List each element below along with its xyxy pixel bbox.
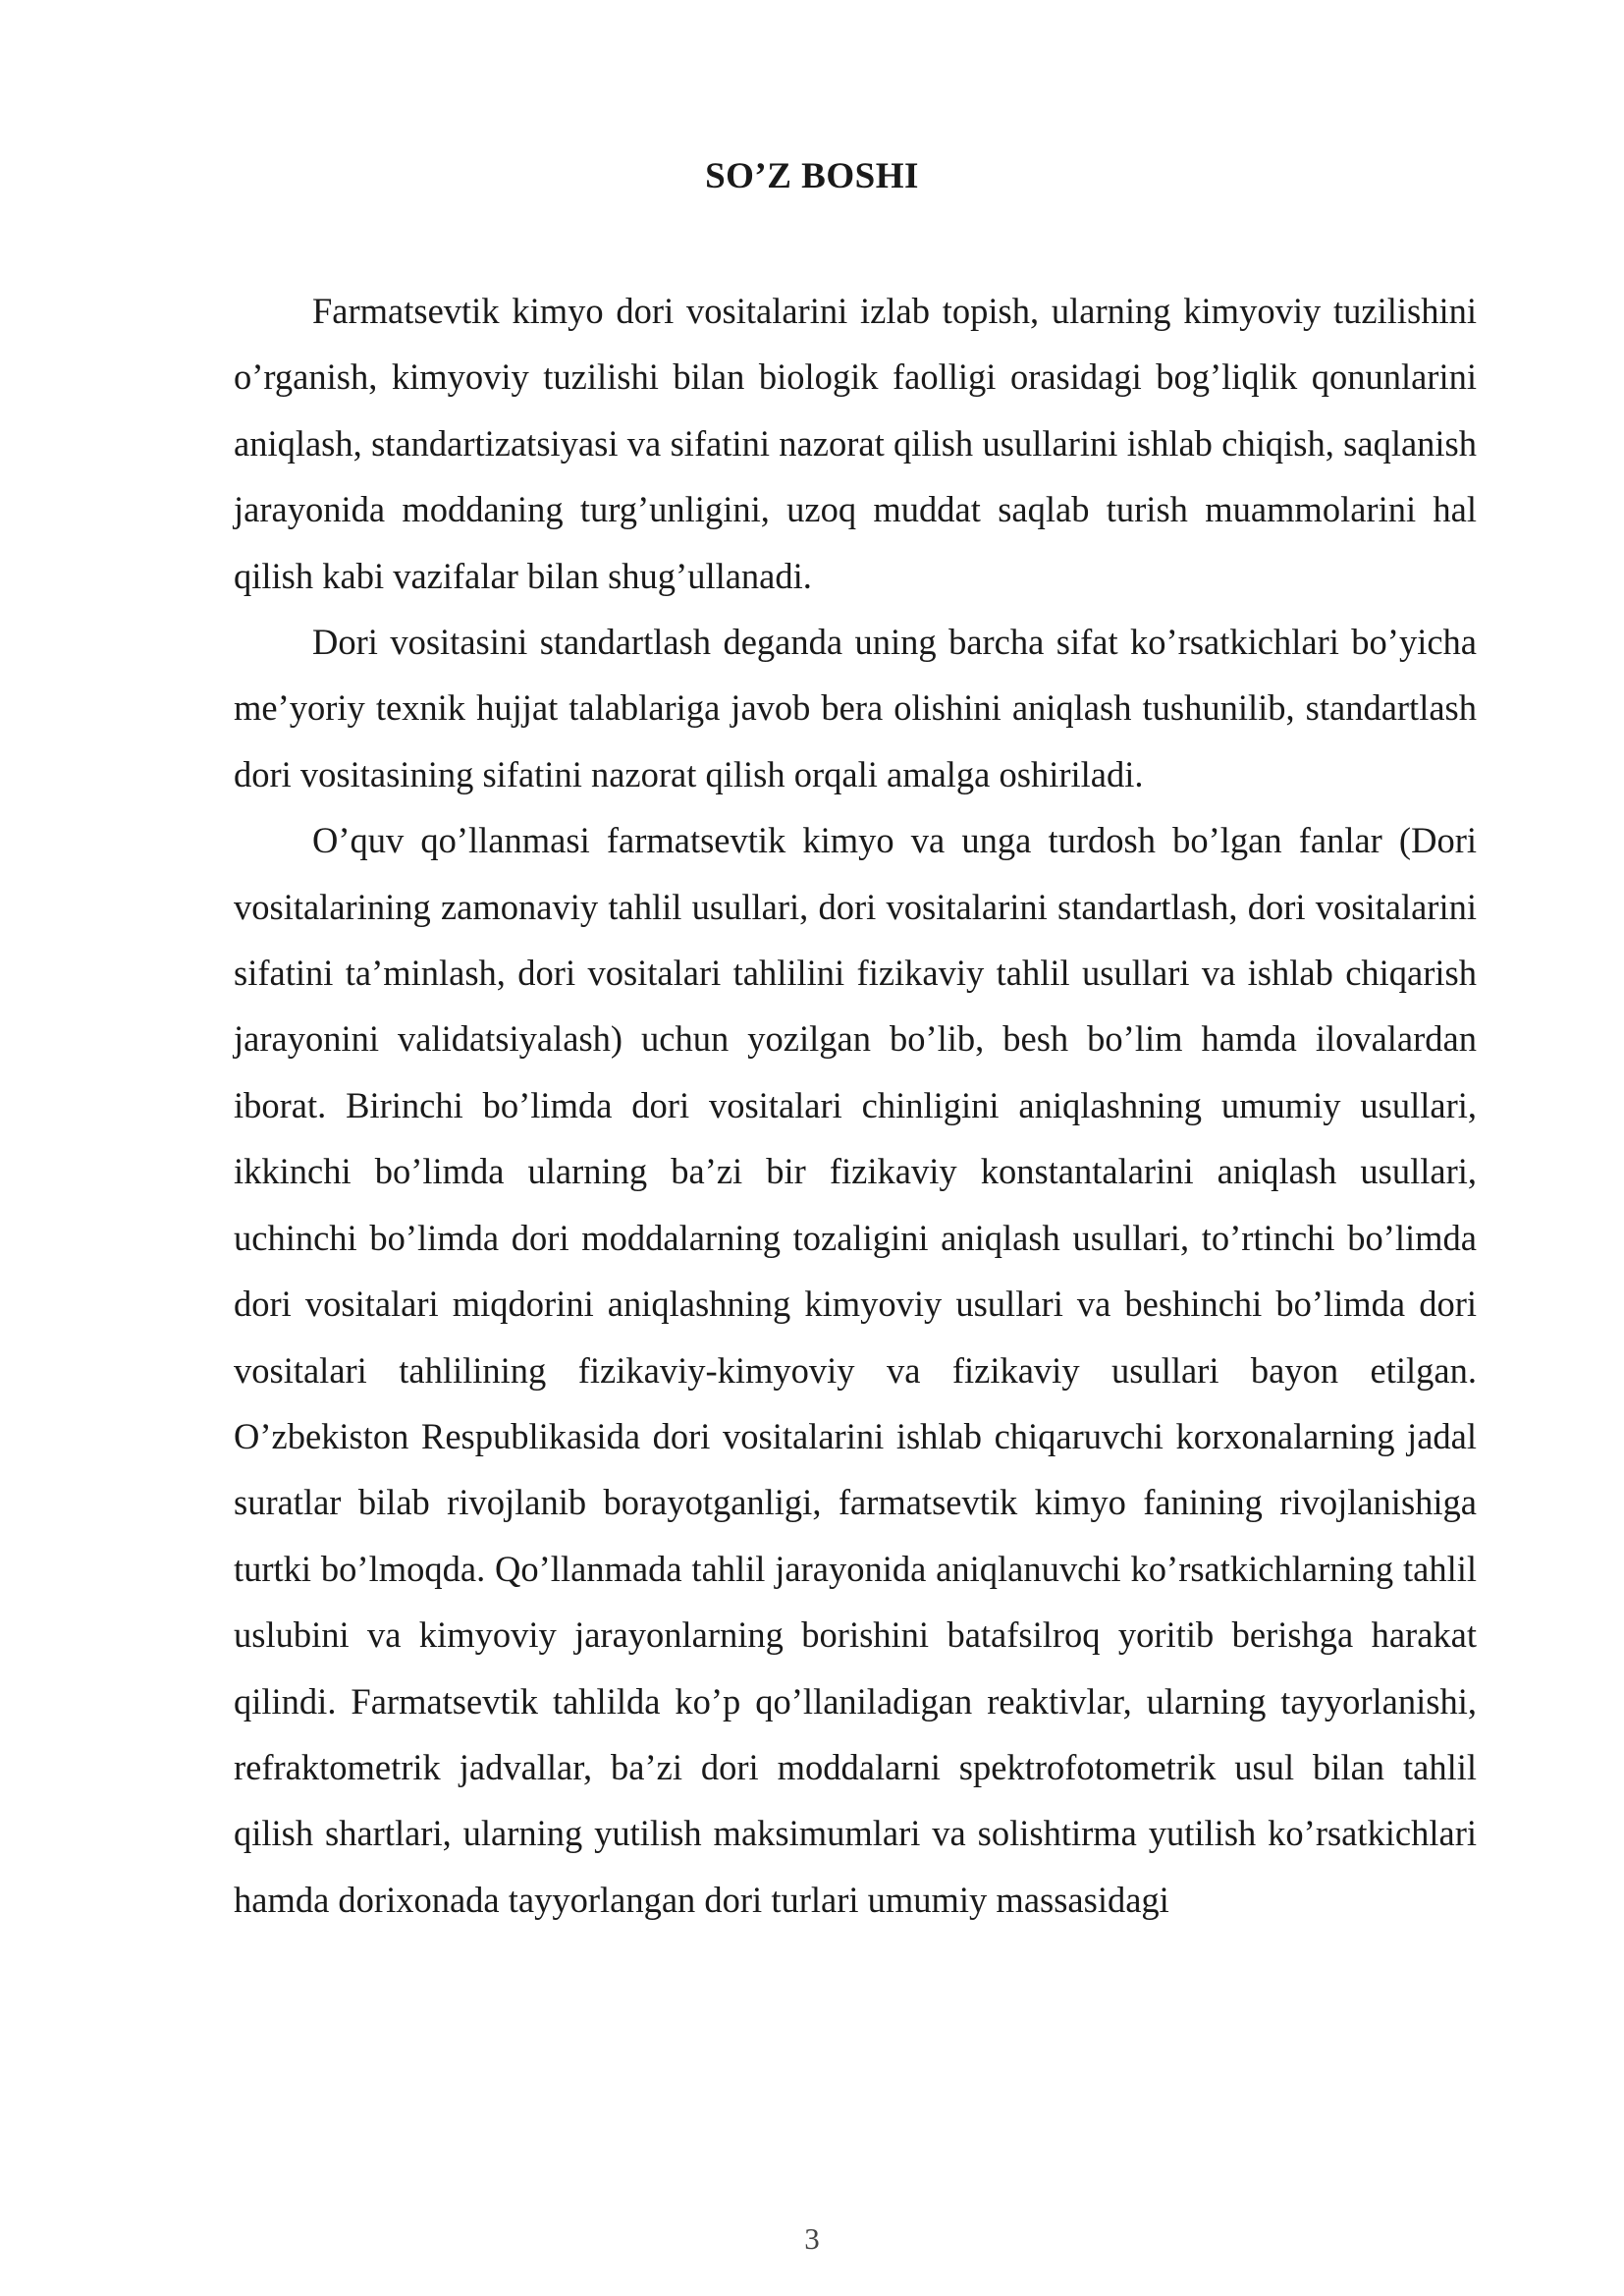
page-number: 3 [804, 2221, 820, 2256]
page-title: SO’Z BOSHI [705, 156, 919, 196]
paragraph-2: Dori vositasini standartlash deganda uning barcha sifat ko’rsatkichlari bo’yicha me’yoriy texnik hujjat talablariga javob bera olishini aniqlash tushunilib, standartlash dori vositasining sifatini nazorat qilish orqali amalga oshiriladi. [234, 622, 1477, 794]
paragraph-3: O’quv qo’llanmasi farmatsevtik kimyo va unga turdosh bo’lgan fanlar (Dori vositalarining zamonaviy tahlil usullari, dori vositalarini standartlash, dori vositalarini sifatini ta’minlash, dori vositalari tahlilini fizikaviy tahlil usullari va ishlab chiqarish jarayonini validatsiyalash) uchun yozilgan bo’lib, besh bo’lim hamda ilovalardan iborat. Birinchi bo’limda dori vositalari chinligini aniqlashning umumiy usullari, ikkinchi bo’limda ularning ba’zi bir fizikaviy konstantalarini aniqlash usullari, uchinchi bo’limda dori moddalarning tozaligini aniqlash usullari, to’rtinchi bo’limda dori vositalari miqdorini aniqlashning kimyoviy usullari va beshinchi bo’limda dori vositalari tahlilining fizikaviy-kimyoviy va fizikaviy usullari bayon etilgan. O’zbekiston Respublikasida dori vositalarini ishlab chiqaruvchi korxonalarning jadal suratlar bilab rivojlanib borayotganligi, farmatsevtik kimyo fanining rivojlanishiga turtki bo’lmoqda. Qo’llanmada tahlil jarayonida aniqlanuvchi ko’rsatkichlarning tahlil uslubini va kimyoviy jarayonlarning borishini batafsilroq yoritib berishga harakat qilindi. Farmatsevtik tahlilda ko’p qo’llaniladigan reaktivlar, ularning tayyorlanishi, refraktometrik jadvallar, ba’zi dori moddalarni spektrofotometrik usul bilan tahlil qilish shartlari, ularning yutilish maksimumlari va solishtirma yutilish ko’rsatkichlari hamda dorixonada tayyorlangan dori turlari umumiy massasidagi [234, 820, 1477, 1920]
body-text [234, 278, 1477, 1933]
paragraph-1: Farmatsevtik kimyo dori vositalarini izlab topish, ularning kimyoviy tuzilishini o’rganish, kimyoviy tuzilishi bilan biologik faolligi orasidagi bog’liqlik qonunlarini aniqlash, standartizatsiyasi va sifatini nazorat qilish usullarini ishlab chiqish, saqlanish jarayonida moddaning turg’unligini, uzoq muddat saqlab turish muammolarini hal qilish kabi vazifalar bilan shug’ullanadi. [234, 291, 1477, 596]
